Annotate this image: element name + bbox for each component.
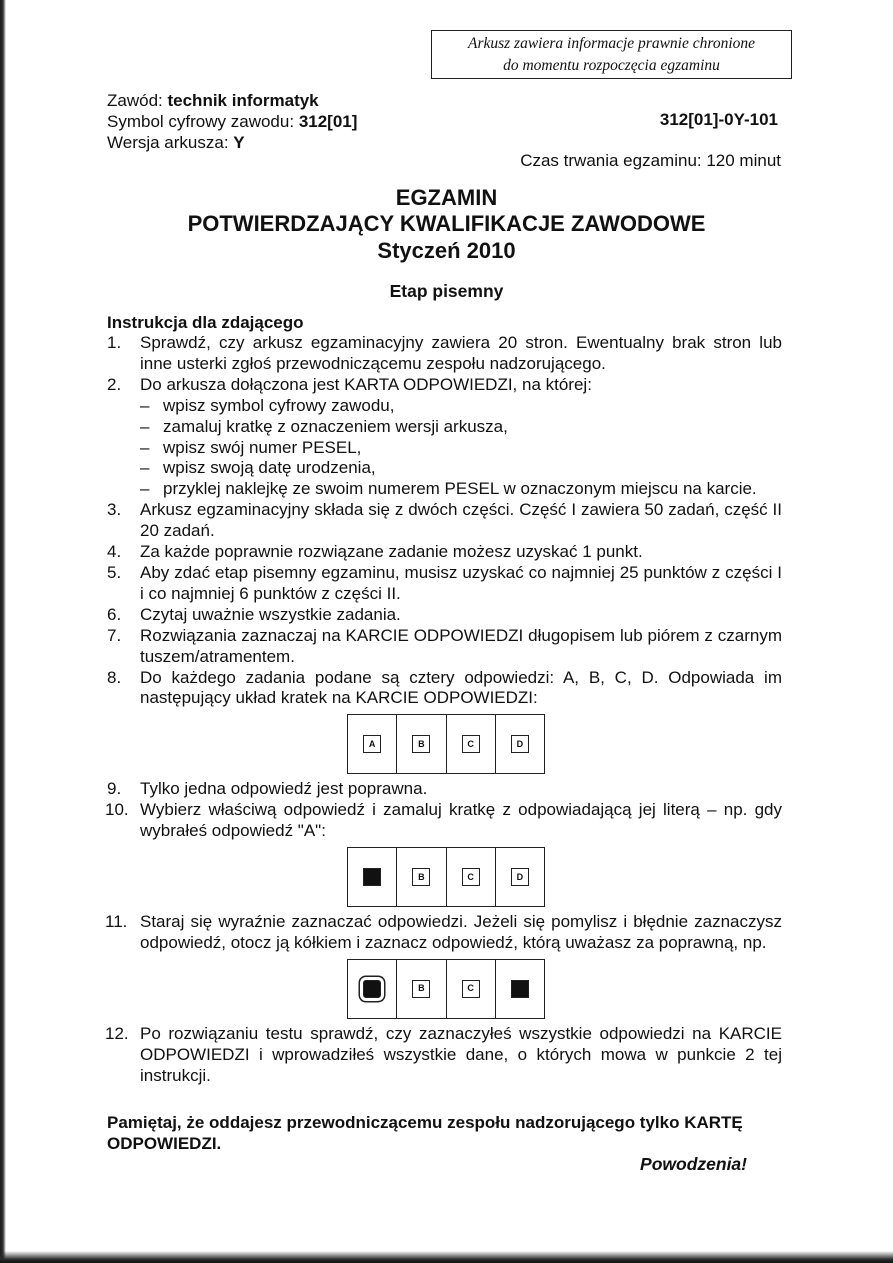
item-text: Do każdego zadania podane są cztery odpowiedzi: A, B, C, D. Odpowiada im następujący układ kratek na KARCIE ODPOWIEDZI: [140, 667, 782, 708]
instruction-item-7 [107, 626, 782, 668]
answer-cell-c [447, 715, 496, 773]
subitem-text: przyklej naklejkę ze swoim numerem PESEL w oznaczonym miejscu na karcie. [163, 479, 757, 499]
symbol-label: Symbol cyfrowy zawodu: [107, 112, 295, 131]
answer-cell-d [496, 715, 544, 773]
answer-box-d-filled: D [511, 980, 529, 998]
answer-cell-b [397, 715, 446, 773]
answer-cell-b [397, 960, 446, 1018]
instruction-item-3 [107, 500, 782, 542]
subitem [140, 458, 782, 479]
item-number: 7. [107, 625, 122, 645]
instruction-item-12 [107, 1024, 782, 1087]
answer-grid-example-blank [347, 714, 545, 774]
symbol-value: 312[01] [298, 112, 358, 131]
subitem [140, 479, 782, 500]
item-text: Staraj się wyraźnie zaznaczać odpowiedzi. Jeżeli się pomylisz i błędnie zaznaczysz odpowiedź, otocz ją kółkiem i zaznacz odpowiedź, którą uważasz za poprawną, np. [140, 912, 782, 952]
instruction-item-6 [107, 605, 782, 626]
item-number: 9. [107, 779, 122, 799]
scan-edge-bottom [0, 1251, 893, 1263]
item-text: Do arkusza dołączona jest KARTA ODPOWIEDZI, na której: [140, 374, 592, 394]
exam-duration: Czas trwania egzaminu: 120 minut [520, 151, 781, 170]
answer-cell-a [348, 960, 397, 1018]
answer-box-a-filled: A [363, 868, 381, 886]
answer-box-b: B [412, 735, 430, 753]
item-text: Aby zdać etap pisemny egzaminu, musisz uzyskać co najmniej 25 punktów z części I i co najmniej 6 punktów z części II. [140, 562, 782, 603]
answer-box-b: B [412, 868, 430, 886]
instruction-item-2 [107, 375, 782, 500]
item-number: 8. [107, 667, 122, 687]
version-value: Y [233, 133, 245, 152]
subitem-dash: – [140, 437, 150, 457]
answer-box-c: C [462, 980, 480, 998]
answer-cell-c [447, 960, 496, 1018]
subitem-dash: – [140, 458, 150, 478]
title-date: Styczeń 2010 [377, 238, 516, 263]
answer-cell-a [348, 848, 397, 906]
instruction-item-11 [107, 912, 782, 954]
subitem-text: zamaluj kratkę z oznaczeniem wersji arkusza, [163, 416, 508, 436]
item-text: Rozwiązania zaznaczaj na KARCIE ODPOWIEDZI długopisem lub piórem z czarnym tuszem/atramentem. [140, 625, 782, 666]
instruction-item-9 [107, 779, 782, 800]
instruction-item-5 [107, 563, 782, 605]
item-number: 5. [107, 562, 122, 582]
good-luck-text: Powodzenia! [640, 1154, 747, 1174]
item-number: 12. [105, 1023, 129, 1043]
symbol-row [107, 111, 357, 132]
answer-cell-b [397, 848, 446, 906]
title-qualification: POTWIERDZAJĄCY KWALIFIKACJE ZAWODOWE [187, 211, 706, 236]
profession-label: Zawód: [107, 91, 163, 110]
instructions-list [107, 333, 782, 1087]
confidentiality-notice [431, 30, 792, 79]
reminder-note: Pamiętaj, że oddajesz przewodniczącemu zespołu nadzorującego tylko KARTĘ ODPOWIEDZI. [107, 1113, 743, 1153]
answer-box-d: D [511, 735, 529, 753]
item-number: 11. [105, 912, 128, 932]
item-number: 4. [107, 542, 122, 562]
title-exam: EGZAMIN [395, 185, 498, 210]
answer-cell-d [496, 848, 544, 906]
subitem [140, 417, 782, 438]
item-number: 6. [107, 604, 122, 624]
answer-cell-a [348, 715, 397, 773]
answer-box-c: C [462, 735, 480, 753]
instruction-item-4 [107, 542, 782, 563]
instructions-heading: Instrukcja dla zdającego [107, 313, 304, 332]
answer-box-a-circled: A [363, 980, 381, 998]
subitem-dash: – [140, 479, 150, 499]
answer-grid-example-corrected [347, 959, 545, 1019]
answer-box-c: C [462, 868, 480, 886]
version-row [107, 132, 357, 153]
answer-cell-c [447, 848, 496, 906]
version-label: Wersja arkusza: [107, 133, 229, 152]
item-text: Tylko jedna odpowiedź jest poprawna. [140, 779, 428, 799]
subitem [140, 396, 782, 417]
notice-line-2: do momentu rozpoczęcia egzaminu [503, 57, 720, 74]
answer-grid-example-marked [347, 847, 545, 907]
item-text: Czytaj uważnie wszystkie zadania. [140, 604, 401, 624]
answer-box-b: B [412, 980, 430, 998]
answer-box-a: A [363, 735, 381, 753]
item-number: 10. [105, 800, 129, 820]
answer-cell-d [496, 960, 544, 1018]
exam-meta [107, 90, 357, 153]
item-text: Wybierz właściwą odpowiedź i zamaluj kratkę z odpowiadającą jej literą – np. gdy wybrałeś odpowiedź "A": [140, 800, 782, 841]
item-number: 2. [107, 374, 122, 394]
notice-line-1: Arkusz zawiera informacje prawnie chronione [467, 35, 755, 52]
subitem [140, 438, 782, 459]
sheet-code: 312[01]-0Y-101 [659, 110, 778, 129]
instruction-item-8 [107, 668, 782, 710]
profession-row [107, 90, 357, 111]
instruction-item-10 [107, 800, 782, 842]
item-number: 1. [107, 333, 122, 352]
item-number: 3. [107, 500, 122, 520]
subitem-text: wpisz swój numer PESEL, [163, 437, 362, 457]
title-stage: Etap pisemny [389, 281, 504, 301]
item-text: Za każde poprawnie rozwiązane zadanie możesz uzyskać 1 punkt. [140, 542, 643, 562]
subitem-text: wpisz symbol cyfrowy zawodu, [163, 395, 395, 415]
answer-box-d: D [511, 868, 529, 886]
subitem-text: wpisz swoją datę urodzenia, [163, 458, 376, 478]
item-text: Po rozwiązaniu testu sprawdź, czy zaznaczyłeś wszystkie odpowiedzi na KARCIE ODPOWIEDZI i wprowadziłeś wszystkie dane, o których mowa w punkcie 2 tej instrukcji. [140, 1023, 782, 1085]
subitem-dash: – [140, 395, 150, 415]
subitem-dash: – [140, 416, 150, 436]
instruction-item-1 [107, 333, 782, 375]
item-text: Arkusz egzaminacyjny składa się z dwóch części. Część I zawiera 50 zadań, część II 20 zadań. [140, 500, 782, 541]
profession-value: technik informatyk [167, 91, 319, 110]
item-text: Sprawdź, czy arkusz egzaminacyjny zawiera 20 stron. Ewentualny brak stron lub inne usterki zgłoś przewodniczącemu zespołu nadzorującego. [140, 333, 782, 373]
